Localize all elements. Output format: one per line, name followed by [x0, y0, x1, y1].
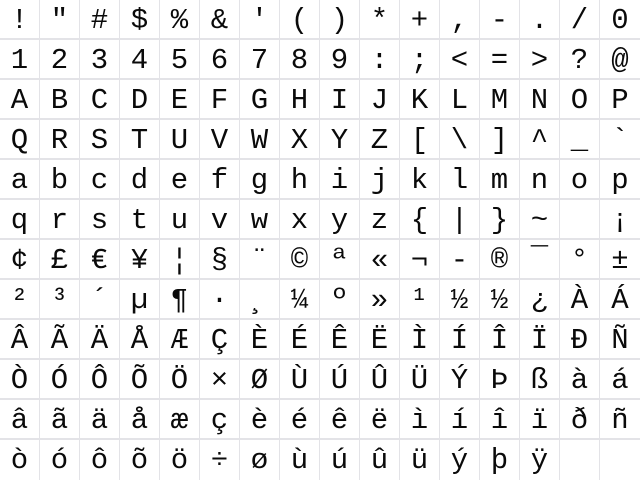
glyph-cell: » [360, 280, 400, 320]
glyph-cell: ¢ [0, 240, 40, 280]
glyph-cell: G [240, 80, 280, 120]
glyph-cell: Ô [80, 360, 120, 400]
glyph-cell: Ã [40, 320, 80, 360]
glyph-cell: n [520, 160, 560, 200]
glyph-cell: _ [560, 120, 600, 160]
glyph-cell: ] [480, 120, 520, 160]
glyph-cell: ç [200, 400, 240, 440]
glyph-cell: A [0, 80, 40, 120]
glyph-cell: 5 [160, 40, 200, 80]
glyph-cell: ) [320, 0, 360, 40]
glyph-cell: Z [360, 120, 400, 160]
glyph-cell: à [560, 360, 600, 400]
glyph-cell: Ò [0, 360, 40, 400]
glyph-cell: j [360, 160, 400, 200]
glyph-cell: Þ [480, 360, 520, 400]
glyph-cell: B [40, 80, 80, 120]
glyph-cell: ê [320, 400, 360, 440]
glyph-cell: Ì [400, 320, 440, 360]
glyph-cell: f [200, 160, 240, 200]
glyph-cell: ` [600, 120, 640, 160]
glyph-cell: 0 [600, 0, 640, 40]
glyph-cell: ½ [480, 280, 520, 320]
glyph-cell: I [320, 80, 360, 120]
glyph-cell: $ [120, 0, 160, 40]
glyph-cell: ? [560, 40, 600, 80]
glyph-cell: - [480, 0, 520, 40]
glyph-cell: õ [120, 440, 160, 480]
glyph-cell: ë [360, 400, 400, 440]
glyph-cell: ´ [80, 280, 120, 320]
glyph-cell: V [200, 120, 240, 160]
glyph-cell: ö [160, 440, 200, 480]
glyph-cell: µ [120, 280, 160, 320]
glyph-cell: u [160, 200, 200, 240]
glyph-cell: g [240, 160, 280, 200]
glyph-cell: [ [400, 120, 440, 160]
glyph-cell: ® [480, 240, 520, 280]
glyph-cell: + [400, 0, 440, 40]
glyph-cell: a [0, 160, 40, 200]
glyph-cell: P [600, 80, 640, 120]
glyph-cell: , [440, 0, 480, 40]
glyph-cell: m [480, 160, 520, 200]
glyph-cell: S [80, 120, 120, 160]
glyph-cell: é [280, 400, 320, 440]
glyph-cell: R [40, 120, 80, 160]
glyph-cell: Y [320, 120, 360, 160]
glyph-cell: ² [0, 280, 40, 320]
glyph-cell: W [240, 120, 280, 160]
glyph-cell: Ú [320, 360, 360, 400]
glyph-cell: x [280, 200, 320, 240]
glyph-cell: À [560, 280, 600, 320]
glyph-cell: Ë [360, 320, 400, 360]
glyph-cell: â [0, 400, 40, 440]
glyph-cell: « [360, 240, 400, 280]
glyph-cell: ñ [600, 400, 640, 440]
glyph-cell: þ [480, 440, 520, 480]
glyph-cell: ' [240, 0, 280, 40]
glyph-cell: Ü [400, 360, 440, 400]
glyph-cell: H [280, 80, 320, 120]
glyph-cell: £ [40, 240, 80, 280]
glyph-cell: Ê [320, 320, 360, 360]
glyph-cell: : [360, 40, 400, 80]
glyph-cell: Æ [160, 320, 200, 360]
glyph-cell: % [160, 0, 200, 40]
glyph-cell: Á [600, 280, 640, 320]
glyph-cell: ³ [40, 280, 80, 320]
glyph-cell: q [0, 200, 40, 240]
glyph-cell: ½ [440, 280, 480, 320]
glyph-cell: · [200, 280, 240, 320]
glyph-cell: ± [600, 240, 640, 280]
glyph-cell: 7 [240, 40, 280, 80]
glyph-cell: € [80, 240, 120, 280]
glyph-cell: º [320, 280, 360, 320]
glyph-cell: 3 [80, 40, 120, 80]
glyph-cell: i [320, 160, 360, 200]
glyph-cell: } [480, 200, 520, 240]
glyph-cell: K [400, 80, 440, 120]
glyph-cell: Ð [560, 320, 600, 360]
glyph-cell: û [360, 440, 400, 480]
glyph-cell: # [80, 0, 120, 40]
glyph-cell: í [440, 400, 480, 440]
glyph-cell: ¬ [400, 240, 440, 280]
glyph-cell: ¹ [400, 280, 440, 320]
glyph-cell: h [280, 160, 320, 200]
glyph-cell: Û [360, 360, 400, 400]
glyph-cell: ¸ [240, 280, 280, 320]
glyph-cell: Ñ [600, 320, 640, 360]
glyph-cell: ¥ [120, 240, 160, 280]
glyph-cell: 1 [0, 40, 40, 80]
glyph-cell: k [400, 160, 440, 200]
glyph-cell: ä [80, 400, 120, 440]
glyph-cell: e [160, 160, 200, 200]
glyph-cell: y [320, 200, 360, 240]
glyph-cell: Í [440, 320, 480, 360]
glyph-cell: Ä [80, 320, 120, 360]
glyph-cell: 2 [40, 40, 80, 80]
glyph-cell: * [360, 0, 400, 40]
glyph-cell: ° [560, 240, 600, 280]
glyph-cell: ï [520, 400, 560, 440]
empty-cell [560, 200, 600, 240]
glyph-cell: Ý [440, 360, 480, 400]
glyph-cell: w [240, 200, 280, 240]
glyph-cell: × [200, 360, 240, 400]
glyph-cell: Õ [120, 360, 160, 400]
glyph-cell: ¦ [160, 240, 200, 280]
glyph-cell: 4 [120, 40, 160, 80]
glyph-cell: ¿ [520, 280, 560, 320]
glyph-cell: ª [320, 240, 360, 280]
glyph-cell: å [120, 400, 160, 440]
glyph-cell: ¨ [240, 240, 280, 280]
glyph-cell: N [520, 80, 560, 120]
glyph-cell: î [480, 400, 520, 440]
glyph-cell: ¶ [160, 280, 200, 320]
glyph-cell: | [440, 200, 480, 240]
glyph-cell: r [40, 200, 80, 240]
glyph-cell: = [480, 40, 520, 80]
glyph-cell: á [600, 360, 640, 400]
glyph-cell: ; [400, 40, 440, 80]
glyph-cell: ú [320, 440, 360, 480]
glyph-cell: Î [480, 320, 520, 360]
glyph-cell: D [120, 80, 160, 120]
glyph-cell: c [80, 160, 120, 200]
glyph-cell: ÿ [520, 440, 560, 480]
glyph-cell: " [40, 0, 80, 40]
glyph-cell: Ø [240, 360, 280, 400]
glyph-cell: < [440, 40, 480, 80]
glyph-cell: ò [0, 440, 40, 480]
glyph-cell: { [400, 200, 440, 240]
glyph-cell: § [200, 240, 240, 280]
glyph-cell: s [80, 200, 120, 240]
glyph-cell: ß [520, 360, 560, 400]
glyph-cell: Ï [520, 320, 560, 360]
glyph-cell: o [560, 160, 600, 200]
glyph-cell: ø [240, 440, 280, 480]
glyph-cell: Ù [280, 360, 320, 400]
glyph-cell: ý [440, 440, 480, 480]
glyph-cell: È [240, 320, 280, 360]
empty-cell [560, 440, 600, 480]
glyph-cell: \ [440, 120, 480, 160]
glyph-cell: ¯ [520, 240, 560, 280]
glyph-cell: . [520, 0, 560, 40]
glyph-cell: © [280, 240, 320, 280]
glyph-cell: Ö [160, 360, 200, 400]
glyph-cell: E [160, 80, 200, 120]
glyph-cell: Q [0, 120, 40, 160]
glyph-cell: 8 [280, 40, 320, 80]
glyph-cell: 6 [200, 40, 240, 80]
glyph-cell: M [480, 80, 520, 120]
glyph-cell: U [160, 120, 200, 160]
empty-cell [600, 440, 640, 480]
glyph-cell: Â [0, 320, 40, 360]
glyph-cell: - [440, 240, 480, 280]
glyph-cell: p [600, 160, 640, 200]
glyph-cell: l [440, 160, 480, 200]
glyph-cell: @ [600, 40, 640, 80]
glyph-cell: & [200, 0, 240, 40]
glyph-cell: T [120, 120, 160, 160]
glyph-cell: d [120, 160, 160, 200]
glyph-cell: ó [40, 440, 80, 480]
glyph-cell: ( [280, 0, 320, 40]
glyph-cell: ~ [520, 200, 560, 240]
glyph-cell: ¡ [600, 200, 640, 240]
glyph-cell: z [360, 200, 400, 240]
glyph-cell: Å [120, 320, 160, 360]
glyph-cell: > [520, 40, 560, 80]
glyph-cell: ì [400, 400, 440, 440]
glyph-cell: J [360, 80, 400, 120]
glyph-cell: ð [560, 400, 600, 440]
glyph-cell: ^ [520, 120, 560, 160]
glyph-cell: b [40, 160, 80, 200]
glyph-cell: ¼ [280, 280, 320, 320]
glyph-cell: ü [400, 440, 440, 480]
glyph-cell: O [560, 80, 600, 120]
glyph-cell: F [200, 80, 240, 120]
glyph-cell: Ç [200, 320, 240, 360]
glyph-cell: ÷ [200, 440, 240, 480]
glyph-cell: æ [160, 400, 200, 440]
glyph-cell: / [560, 0, 600, 40]
glyph-cell: ù [280, 440, 320, 480]
glyph-cell: v [200, 200, 240, 240]
glyph-cell: É [280, 320, 320, 360]
glyph-cell: X [280, 120, 320, 160]
glyph-cell: ! [0, 0, 40, 40]
glyph-cell: è [240, 400, 280, 440]
glyph-cell: Ó [40, 360, 80, 400]
glyph-cell: ã [40, 400, 80, 440]
glyph-cell: L [440, 80, 480, 120]
glyph-cell: C [80, 80, 120, 120]
glyph-cell: ô [80, 440, 120, 480]
glyph-cell: 9 [320, 40, 360, 80]
glyph-cell: t [120, 200, 160, 240]
